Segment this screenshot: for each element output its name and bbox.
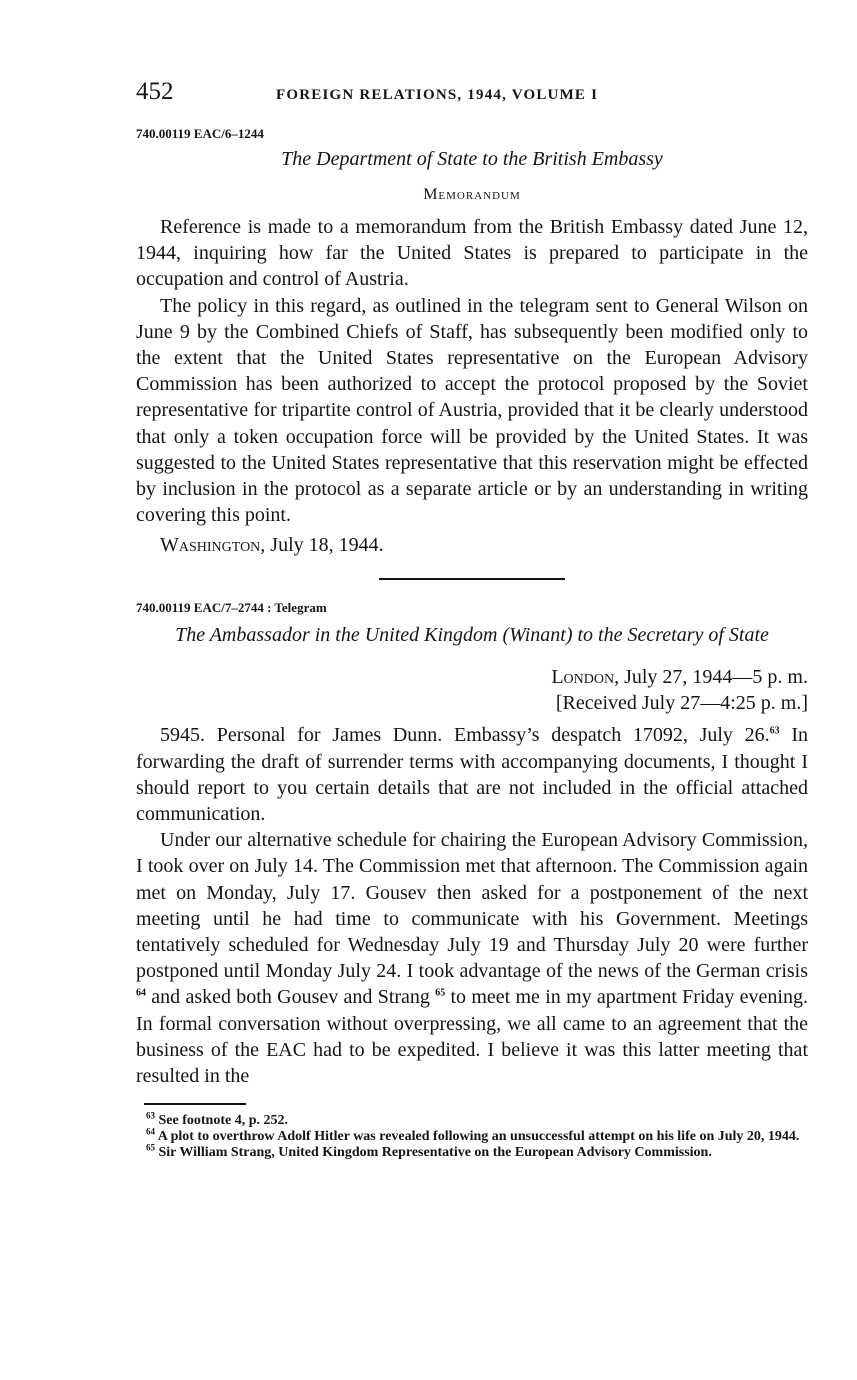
document-type: Memorandum [423,186,521,203]
dateline-date: , July 27, 1944—5 p. m. [614,666,808,689]
footnote-text: See footnote 4, p. 252. [158,1113,288,1129]
signoff-date: , July 18, 1944. [260,534,384,557]
text-run: to meet me in my apartment Friday evening. In formal conversation without overpressing, we all came to an agreement that the business of the EAC had to be expedited. I believe it was this latter meeting that resulted in the [136,986,808,1088]
file-reference-1: 740.00119 EAC/6–1244 [136,126,264,141]
footnote-number: 63 [146,1110,155,1121]
text-run: 5945. Personal for James Dunn. Embassy’s despatch 17092, July 26. [160,724,770,747]
footnotes [136,1110,808,1161]
telegram-paragraph-1 [136,722,808,827]
footnote-number: 65 [146,1142,155,1153]
memo-paragraph-2: The policy in this regard, as outlined in the telegram sent to General Wilson on June 9 by the Combined Chiefs of Staff, has subsequently been modified only to the extent that the United States representative on the European Advisory Commission has been authorized to accept the protocol proposed by the Soviet representative for tripartite control of Austria, provided that it be clearly understood that only a token occupation force will be provided by the United States. It was suggested to the United States representative that this reservation might be effected by inclusion in the protocol as a separate article or by an understanding in writing covering this point. [136,294,808,527]
footnote-ref-63[interactable]: 63 [769,725,780,737]
running-head: FOREIGN RELATIONS, 1944, VOLUME I [276,87,599,103]
document-title-2: The Ambassador in the United Kingdom (Winant) to the Secretary of State [175,624,769,647]
footnote-text: Sir William Strang, United Kingdom Representative on the European Advisory Commission. [158,1145,712,1161]
telegram-paragraph-2 [136,827,808,1089]
signoff-place: Washington [160,534,261,557]
footnote-65 [136,1142,808,1161]
file-reference-2: 740.00119 EAC/7–2744 : Telegram [136,600,327,616]
footnote-divider [144,1103,246,1105]
text-run: and asked both Gousev and Strang [146,986,436,1009]
page-header [136,78,808,112]
dateline-sent [136,664,808,690]
footnote-number: 64 [146,1126,155,1137]
text-run: Under our alternative schedule for chairing the European Advisory Commission, I took over on July 14. The Commission met that afternoon. The Commission again met on Monday, July 17. Gousev then asked for a postponement of the next meeting until he had time to communicate with his Government. Meetings tentatively scheduled for Wednesday July 19 and Thursday July 20 were further postponed until Monday July 24. I took advantage of the news of the German crisis [136,829,808,983]
footnote-64 [136,1126,808,1145]
memo-paragraph-1: Reference is made to a memorandum from the British Embassy dated June 12, 1944, inquiring how far the United States is prepared to participate in the occupation and control of Austria. [136,216,808,291]
document-page [136,78,808,1161]
footnote-63 [136,1110,808,1129]
memo-signoff [136,532,808,558]
dateline-received: [Received July 27—4:25 p. m.] [555,692,808,715]
footnote-text: A plot to overthrow Adolf Hitler was revealed following an unsuccessful attempt on his life on July 20, 1944. [157,1129,800,1145]
text-run: In forwarding the draft of surrender terms with accompanying documents, I thought I should report to you certain details that are not included in the official attached communication. [136,724,808,826]
section-divider [379,578,565,580]
telegram-dateline [136,664,808,716]
footnote-ref-64[interactable]: 64 [136,987,146,999]
page-number: 452 [136,78,174,105]
dateline-place: London [551,666,615,689]
document-title-1: The Department of State to the British Embassy [281,148,663,170]
footnote-ref-65[interactable]: 65 [435,987,446,999]
